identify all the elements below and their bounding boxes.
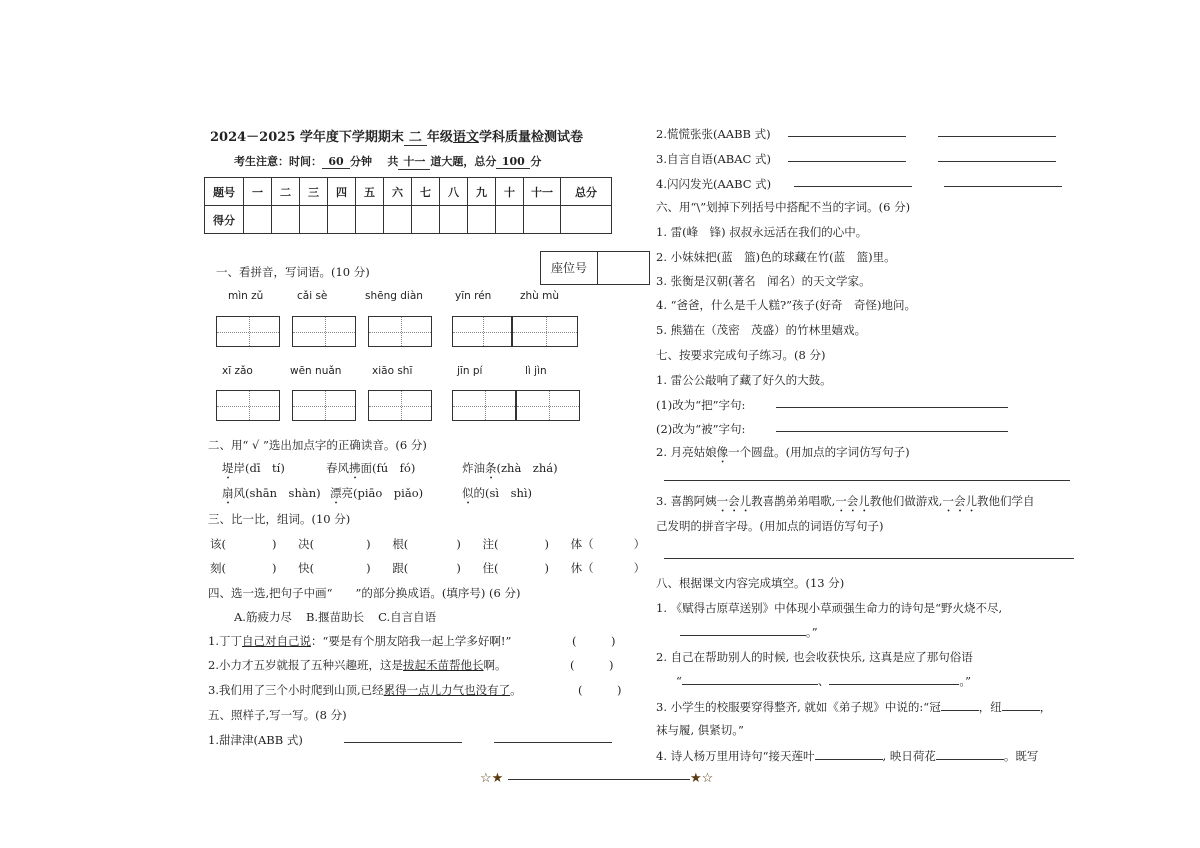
q6-item: 1. 雷(峰 锋) 叔叔永远活在我们的心中。 — [656, 225, 868, 239]
q3-heading: 三、比一比，组词。(10 分) — [208, 512, 351, 526]
q7-task: (1)改为“把”字句: — [656, 398, 746, 412]
writing-grid[interactable] — [452, 390, 516, 421]
total-score-cell[interactable] — [561, 206, 612, 234]
q8-heading: 八、根据课文内容完成填空。(13 分) — [656, 576, 845, 590]
q5-item: 1.甜津津(ABB 式) — [208, 733, 303, 747]
score-cell[interactable] — [496, 206, 524, 234]
q2-item: 堤岸(dī tí) — [222, 461, 285, 475]
pinyin: xī zǎo — [222, 365, 253, 377]
answer-blank[interactable] — [936, 747, 1004, 760]
q7-sentence: 2. 月亮姑娘像一个圆盘。(用加点的字词仿写句子) — [656, 445, 910, 459]
q7-sentence: 1. 雷公公敲响了藏了好久的大鼓。 — [656, 373, 832, 387]
q4-item: 1.丁丁自己对自己说：“要是有个朋友陪我一起上学多好啊!” — [208, 634, 512, 648]
answer-blank[interactable] — [794, 174, 912, 187]
pinyin: jīn pí — [457, 365, 483, 377]
score-cell[interactable] — [440, 206, 468, 234]
q2-item: 似的(sì shì) — [462, 486, 533, 500]
seat-number-label: 座位号 — [541, 252, 598, 284]
q6-item: 2. 小妹妹把(蓝 篮)色的球藏在竹(蓝 篮)里。 — [656, 250, 896, 264]
score-header-label: 题号 — [205, 178, 244, 206]
score-cell[interactable] — [412, 206, 440, 234]
q4-answer[interactable]: ( ) — [578, 683, 622, 697]
score-cell[interactable] — [300, 206, 328, 234]
footer-star-right: ★☆ — [690, 771, 714, 786]
answer-blank[interactable] — [944, 174, 1062, 187]
answer-line[interactable] — [664, 468, 1070, 481]
pinyin: cǎi sè — [297, 290, 328, 302]
answer-blank[interactable] — [938, 124, 1056, 137]
q8-item: 。” — [680, 623, 818, 640]
score-cell[interactable] — [468, 206, 496, 234]
exam-title: 2024－2025 学年度下学期期末 二 年级语文学科质量检测试卷 — [210, 126, 583, 146]
score-table: 题号 一 二 三 四 五 六 七 八 九 十 十一 总分 得分 — [204, 177, 612, 234]
q8-item: 2. 自己在帮助别人的时候, 也会收获快乐, 这真是应了那句俗语 — [656, 650, 973, 664]
answer-line[interactable] — [776, 419, 1008, 432]
writing-grid[interactable] — [368, 316, 432, 347]
q8-item: 4. 诗人杨万里用诗句“接天莲叶 , 映日荷花 。既写 — [656, 749, 1039, 763]
pinyin: lì jìn — [525, 365, 547, 377]
q5-item: 2.慌慌张张(AABB 式) — [656, 127, 771, 141]
writing-grid[interactable] — [452, 316, 512, 347]
q4-heading: 四、选一选,把句子中画“ ”的部分换成语。(填序号) (6 分) — [208, 586, 521, 600]
score-row-label: 得分 — [205, 206, 244, 234]
q8-item: 1. 《赋得古原草送别》中体现小草顽强生命力的诗句是“野火烧不尽, — [656, 601, 1003, 615]
total-score-label: 总分 — [561, 178, 612, 206]
q7-sentence: 己发明的拼音字母。(用加点的词语仿写句子) — [656, 519, 884, 533]
q6-heading: 六、用“\”划掉下列括号中搭配不当的字词。(6 分) — [656, 200, 911, 214]
q2-item: 扇风(shān shàn) — [222, 486, 321, 500]
q4-item: 3.我们用了三个小时爬到山顶,已经累得一点儿力气也没有了。 — [208, 683, 522, 697]
q4-item: 2.小力才五岁就报了五种兴趣班，这是拔起禾苗帮他长啊。 — [208, 658, 507, 672]
answer-blank[interactable] — [344, 730, 462, 743]
answer-blank[interactable] — [938, 149, 1056, 162]
answer-blank[interactable] — [682, 672, 818, 685]
answer-blank[interactable] — [941, 698, 979, 711]
score-cell[interactable] — [356, 206, 384, 234]
writing-grid[interactable] — [216, 316, 280, 347]
footer-star-left: ☆★ — [480, 771, 504, 786]
answer-blank[interactable] — [815, 747, 883, 760]
q2-heading: 二、用“ √ ”选出加点字的正确读音。(6 分) — [208, 438, 427, 452]
seat-number-box — [540, 251, 650, 285]
q6-item: 4. “爸爸，什么是千人糕?”孩子(好奇 奇怪)地问。 — [656, 298, 917, 312]
grade-value: 二 — [404, 126, 427, 146]
score-cell[interactable] — [244, 206, 272, 234]
score-cell[interactable] — [328, 206, 356, 234]
q7-sentence: 3. 喜鹊阿姨一会儿教喜鹊弟弟唱歌,一会儿教他们做游戏,一会儿教他们学自 — [656, 494, 1035, 508]
answer-blank[interactable] — [1002, 698, 1040, 711]
q2-item: 炸油条(zhà zhá) — [462, 461, 558, 475]
q4-answer[interactable]: ( ) — [572, 634, 616, 648]
pinyin: zhù mù — [520, 290, 560, 302]
writing-grid[interactable] — [292, 316, 356, 347]
answer-blank[interactable] — [788, 124, 906, 137]
q3-row-1: 该( ) 决( ) 根( ) 注( ) 体（ ） — [210, 537, 646, 551]
answer-blank[interactable] — [788, 149, 906, 162]
q7-heading: 七、按要求完成句子练习。(8 分) — [656, 348, 826, 362]
score-cell[interactable] — [524, 206, 561, 234]
q6-item: 5. 熊猫在（茂密 茂盛）的竹林里嬉戏。 — [656, 323, 867, 337]
footer-divider — [508, 779, 690, 780]
answer-blank[interactable] — [494, 730, 612, 743]
exam-notice: 考生注意：时间： 60 分钟 共 十一 道大题，总分 100 分 — [234, 155, 542, 168]
pinyin: wēn nuǎn — [290, 365, 342, 377]
answer-line[interactable] — [664, 546, 1074, 559]
q1-heading: 一、看拼音，写词语。(10 分) — [216, 265, 370, 279]
pinyin: xiāo shī — [372, 365, 413, 377]
writing-grid[interactable] — [368, 390, 432, 421]
answer-line[interactable] — [776, 395, 1008, 408]
answer-blank[interactable] — [829, 672, 959, 685]
q5-heading: 五、照样子,写一写。(8 分) — [208, 708, 347, 722]
q8-item: “ 、 。” — [676, 674, 972, 688]
writing-grid[interactable] — [216, 390, 280, 421]
q3-row-2: 刻( ) 快( ) 跟( ) 住( ) 休（ ） — [210, 561, 646, 575]
score-cell[interactable] — [384, 206, 412, 234]
score-cell[interactable] — [272, 206, 300, 234]
answer-blank[interactable] — [680, 623, 806, 636]
pinyin: shēng diàn — [365, 290, 423, 302]
q8-item: 袜与履, 俱紧切。” — [656, 723, 744, 737]
q8-item: 3. 小学生的校服要穿得整齐, 就如《弟子规》中说的:“冠 ，纽 ， — [656, 700, 1052, 714]
q7-task: (2)改为“被”字句: — [656, 422, 746, 436]
q5-item: 3.自言自语(ABAC 式) — [656, 152, 771, 166]
q2-item: 漂亮(piāo piǎo) — [330, 486, 424, 500]
pinyin: mìn zǔ — [228, 290, 264, 302]
writing-grid[interactable] — [292, 390, 356, 421]
writing-grid[interactable] — [512, 316, 578, 347]
writing-grid[interactable] — [516, 390, 580, 421]
q5-item: 4.闪闪发光(AABC 式) — [656, 177, 772, 191]
q6-item: 3. 张衡是汉朝(著名 闻名）的天文学家。 — [656, 274, 871, 288]
q4-options: A.筋疲力尽 B.揠苗助长 C.自言自语 — [234, 610, 437, 624]
q4-answer[interactable]: ( ) — [570, 658, 614, 672]
q2-item: 春风拂面(fú fó) — [326, 461, 416, 475]
pinyin: yīn rén — [455, 290, 492, 302]
